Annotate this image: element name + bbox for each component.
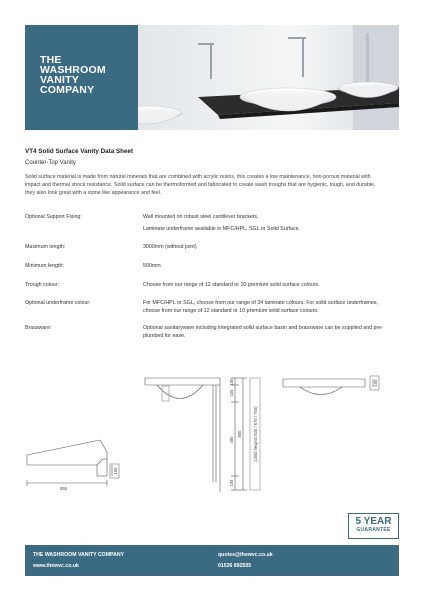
spec-label: Maximum length: <box>25 244 66 250</box>
vanity-photo-illustration <box>138 25 399 130</box>
footer-phone: 01536 892505 <box>218 563 252 569</box>
dim-elev-top: 100 <box>229 378 234 386</box>
footer <box>25 545 399 576</box>
logo-line: COMPANY <box>40 84 95 96</box>
spec-label: Brassware: <box>25 325 52 331</box>
company-logo <box>25 25 138 130</box>
logo-line: THE <box>40 54 62 66</box>
dim-elev-total: 800 <box>237 430 242 438</box>
elevation-drawing <box>145 378 260 492</box>
intro-paragraph: Solid surface material is made from natural minerals that are combined with acrylic resins, this creates a low maintenance, non-porous material with impact and thermal shock resistance. Solid surface can be thermoformed and fabricated to create wash troughs that are hygienic, tough, and durable, they also look great with a stone like appearance and feel. <box>25 174 376 197</box>
page-title: VT4 Solid Surface Vanity Data Sheet <box>25 148 134 155</box>
dim-front-height: 100 <box>373 379 378 387</box>
dim-elev-range: (child heights 600 / 675 / 750) <box>253 406 258 462</box>
spec-label: Minimum length: <box>25 263 64 269</box>
spec-value-line: Laminate underframe available in MFC/HPL, SGL or Solid Surface. <box>143 226 301 233</box>
footer-website-link[interactable]: www.thewvc.co.uk <box>33 563 79 569</box>
spec-value: Optional sanitaryware including integrated solid surface basin and brassware can be supplied and pre-plumbed for ease. <box>143 325 383 340</box>
spec-value-line: Wall mounted on robust steel cantilever brackets. <box>143 214 259 220</box>
logo-line: VANITY <box>40 74 79 86</box>
guarantee-years: 5 YEAR <box>355 516 392 527</box>
dim-plan-height: 100 <box>113 467 118 475</box>
dim-plan-depth: 555 <box>60 486 67 491</box>
technical-drawings <box>25 372 399 497</box>
page-subtitle: Counter-Top Vanity <box>25 160 76 166</box>
dim-elev-bowl: 105 <box>229 389 234 397</box>
product-photo <box>138 25 399 130</box>
dim-elev-bottom: 105 <box>229 479 234 487</box>
spec-value: Choose from our range of 12 standard or 10 premium solid surface colours. <box>143 282 320 288</box>
guarantee-badge <box>348 513 399 539</box>
spec-label: Optional underframe colour: <box>25 300 91 306</box>
footer-email-link[interactable]: quotes@thewvc.co.uk <box>218 552 273 558</box>
side-view-drawing <box>27 440 119 486</box>
spec-value: 3000mm (without joint) <box>143 244 197 250</box>
footer-company: THE WASHROOM VANITY COMPANY <box>33 552 125 558</box>
front-view-drawing <box>283 376 379 395</box>
spec-label: Trough colour: <box>25 282 59 288</box>
spec-value <box>143 213 391 233</box>
spec-label: Optional Support Fixing: <box>25 214 82 220</box>
spec-value: 500mm <box>143 263 161 269</box>
header <box>25 25 399 130</box>
spec-value: For MFC/HPL or SGL, choose from our range of 34 laminate colours. For solid surface underframes, choose from our range of 12 standard or 10 premium solid surface colours. <box>143 300 379 315</box>
dim-elev-mid: 490 <box>229 436 234 444</box>
guarantee-label: GUARANTEE <box>356 527 391 533</box>
logo-line: WASHROOM <box>40 64 106 76</box>
